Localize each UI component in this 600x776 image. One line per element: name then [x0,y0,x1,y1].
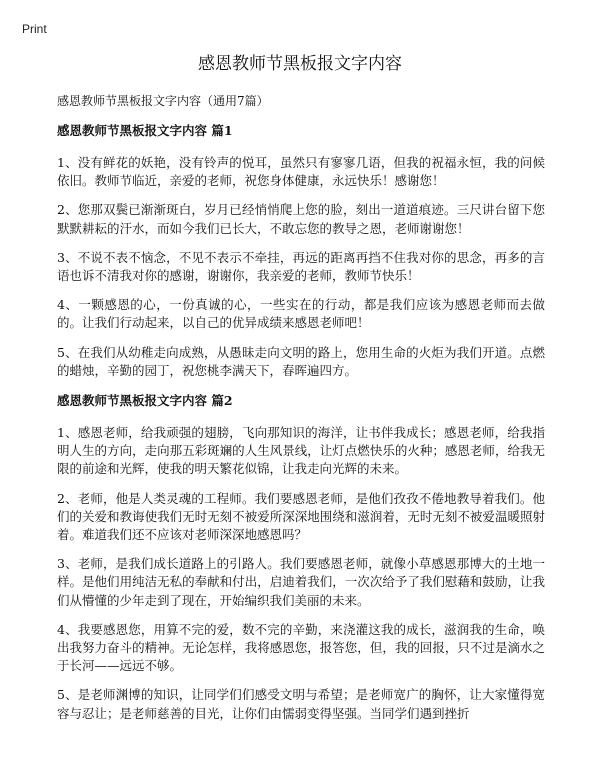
section-heading: 感恩教师节黑板报文字内容 篇2 [57,393,233,409]
paragraph: 3、不说不表不恼念，不见不表示不牵挂，再远的距离再挡不住我对你的思念，再多的言语也诉不清我对你的感谢，谢谢你，我亲爱的老师，教师节快乐！ [57,249,545,284]
section-1 [57,122,545,380]
paragraph: 4、一颗感恩的心，一份真诚的心，一些实在的行动，都是我们应该为感恩老师而去做的。让我们行动起来，以自己的优异成绩来感恩老师吧！ [57,297,545,331]
paragraph: 4、我要感恩您，用算不完的爱，数不完的辛勤，来浇灌这我的成长，滋润我的生命，唤出我努力奋斗的精神。无论怎样，我将感恩您，报答您，但，我的回报，只不过是滴水之于长河——远远不够。 [57,621,545,674]
paragraph: 5、是老师渊博的知识，让同学们们感受文明与希望；是老师宽广的胸怀，让大家懂得宽容与忍让；是老师慈善的目光，让你们由懦弱变得坚强。当同学们遇到挫折 [57,687,545,721]
paragraph: 2、您那双鬓已渐渐斑白，岁月已经悄悄爬上您的脸，刻出一道道痕迹。三尺讲台留下您默默耕耘的汗水，而如今我们已长大，不敢忘您的教导之恩，老师谢谢您！ [57,202,545,236]
page-title: 感恩教师节黑板报文字内容 [198,54,402,74]
paragraph: 5、在我们从幼稚走向成熟，从愚昧走向文明的路上，您用生命的火炬为我们开道。点燃的蜡烛，辛勤的园丁，祝您桃李满天下，春晖遍四方。 [57,344,545,378]
print-link[interactable]: Print [22,22,47,36]
document-subtitle: 感恩教师节黑板报文字内容（通用7篇） [57,94,269,108]
section-heading: 感恩教师节黑板报文字内容 篇1 [57,123,233,138]
paragraph: 2、老师，他是人类灵魂的工程师。我们要感恩老师，是他们孜孜不倦地教导着我们。他们的关爱和教诲使我们无时无刻不被爱所深深地围绕和滋润着，无时无刻不被爱温暖照射着。难道我们还不应该对老师深深地感恩吗？ [57,490,545,543]
paragraph: 1、没有鲜花的妖艳，没有铃声的悦耳，虽然只有寥寥几语，但我的祝福永恒，我的问候依旧。教师节临近，亲爱的老师，祝您身体健康，永远快乐！感谢您！ [57,155,545,189]
paragraph: 3、老师，是我们成长道路上的引路人。我们要感恩老师，就像小草感恩那博大的土地一样。是他们用纯洁无私的奉献和付出，启迪着我们，一次次给予了我们慰藉和鼓励，让我们从懵懂的少年走到了现在，开始编织我们美丽的未来。 [57,556,545,608]
document-content [57,122,545,735]
section-2 [57,392,545,723]
paragraph: 1、感恩老师，给我顽强的翅膀，飞向那知识的海洋，让书伴我成长；感恩老师，给我指明人生的方向，走向那五彩斑斓的人生风景线，让灯点燃快乐的火种；感恩老师，给我无限的前途和光辉，使我的明天繁花似锦，让我走向光辉的未来。 [57,425,545,477]
